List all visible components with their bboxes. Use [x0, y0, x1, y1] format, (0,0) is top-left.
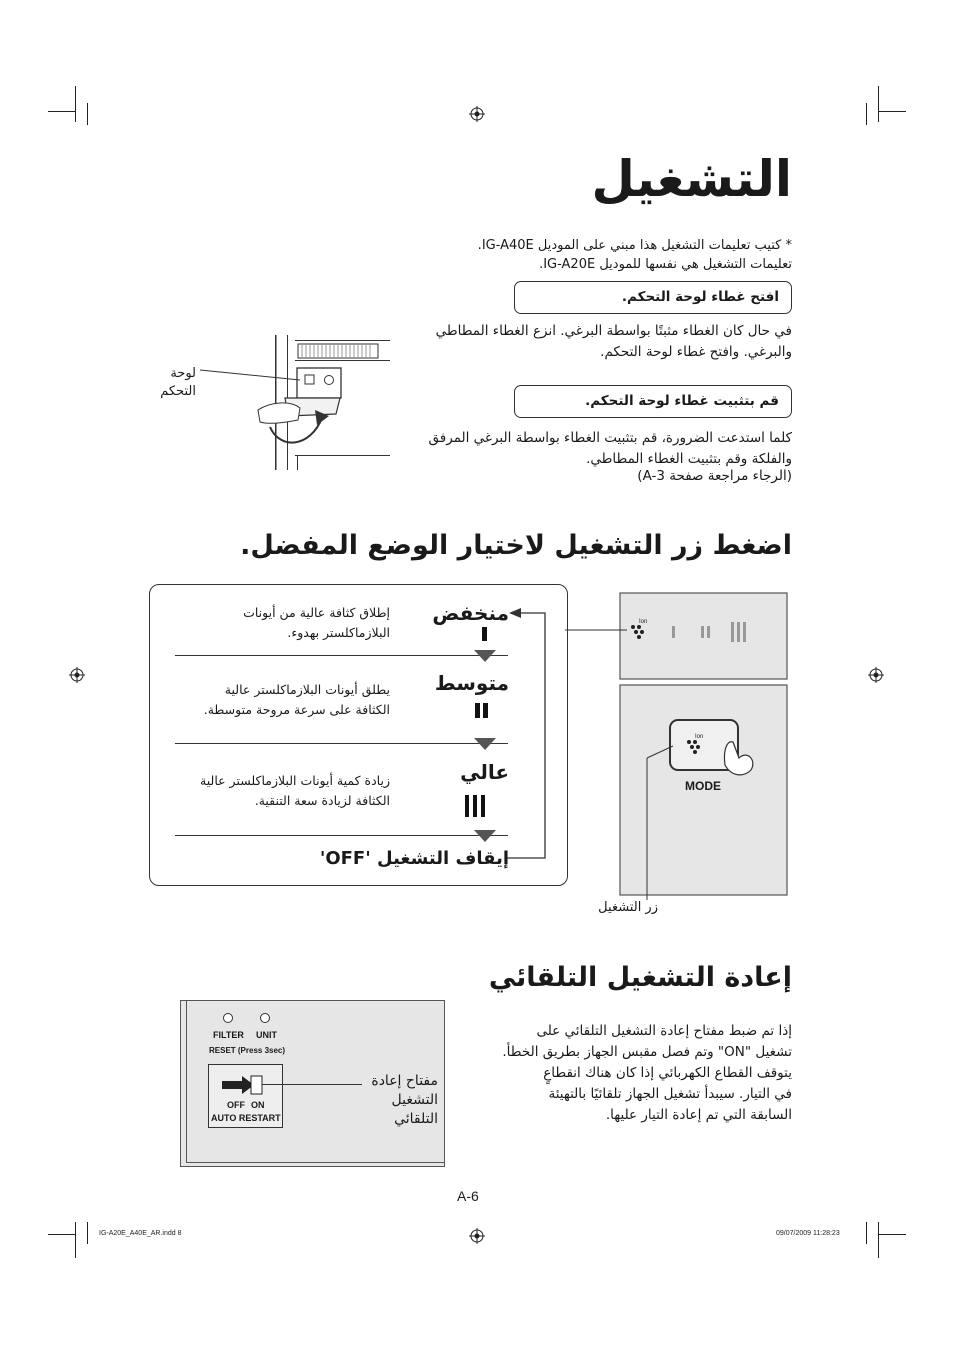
control-panel-label-1: لوحة — [170, 366, 196, 381]
crop-mark — [878, 1234, 906, 1235]
callout-line — [262, 1084, 362, 1085]
mode-divider — [175, 655, 508, 656]
mode-divider — [175, 743, 508, 744]
mode-medium-desc-2: الكثافة على سرعة مروحة متوسطة. — [203, 702, 390, 717]
arrow-down-icon — [474, 830, 496, 842]
unit-label: UNIT — [256, 1030, 277, 1040]
indicator-led-icon — [259, 1012, 271, 1024]
mode-low-desc-1: إطلاق كثافة عالية من أيونات — [243, 605, 390, 620]
level-3-bar-icon — [473, 795, 477, 817]
mode-high-desc-1: زيادة كمية أيونات البلازماكلستر عالية — [200, 773, 390, 788]
arrow-down-icon — [474, 738, 496, 750]
crop-mark — [87, 103, 88, 125]
arrow-down-icon — [474, 650, 496, 662]
mode-medium-title: متوسط — [434, 671, 509, 695]
level-3-bar-icon — [481, 795, 485, 817]
control-panel-illustration — [140, 330, 390, 480]
reset-label[interactable]: RESET (Press 3sec) — [209, 1046, 286, 1055]
mode-divider — [175, 835, 508, 836]
crop-mark — [878, 86, 879, 122]
mode-button[interactable]: MODE — [685, 779, 721, 793]
open-cover-text-1: في حال كان الغطاء مثبتًا بواسطة البرغي. انزع الغطاء المطاطي — [435, 323, 792, 339]
panel-inner-border — [186, 1000, 187, 1162]
auto-restart-text-1: إذا تم ضبط مفتاح إعادة التشغيل التلقائي على — [536, 1023, 792, 1039]
indicator-led-icon — [222, 1012, 234, 1024]
fix-cover-text-2: والفلكة وقم بتثبيت الغطاء المطاطي. — [586, 451, 792, 467]
control-panel-label-2: التحكم — [160, 384, 196, 399]
display-panel-illustration — [565, 590, 805, 920]
registration-mark-icon — [469, 1228, 485, 1244]
mode-high-title: عالي — [460, 760, 509, 784]
registration-mark-icon — [469, 106, 485, 122]
crop-mark — [866, 103, 867, 125]
cycle-arrow-icon — [505, 605, 555, 865]
mode-low-desc-2: البلازماكلستر بهدوء. — [287, 625, 390, 640]
filter-label: FILTER — [213, 1030, 244, 1040]
auto-restart-heading: إعادة التشغيل التلقائي — [488, 962, 792, 993]
fix-cover-text-1: كلما استدعت الضرورة، قم بتثبيت الغطاء بواسطة البرغي المرفق — [428, 430, 792, 446]
auto-restart-switch-label-3: التلقائي — [394, 1111, 438, 1127]
crop-mark — [878, 111, 906, 112]
footer-datetime: 09/07/2009 11:28:23 — [776, 1230, 840, 1237]
mode-low-title: منخفض — [432, 601, 509, 625]
crop-mark — [75, 86, 76, 122]
mode-high-desc-2: الكثافة لزيادة سعة التنقية. — [254, 793, 390, 808]
switch-arrow-icon[interactable] — [220, 1074, 265, 1096]
crop-mark — [48, 111, 76, 112]
mode-off-title: إيقاف التشغيل 'OFF' — [319, 848, 509, 869]
page-title: التشغيل — [591, 150, 792, 208]
mode-medium-desc-1: يطلق أيونات البلازماكلستر عالية — [224, 682, 390, 697]
fix-cover-text-3: (الرجاء مراجعة صفحة A-3) — [637, 468, 792, 484]
model-note-line1: * كتيب تعليمات التشغيل هذا مبني على الموديل IG-A40E. — [477, 238, 792, 253]
level-2-bar-icon — [475, 703, 480, 718]
auto-restart-text-2: تشغيل "ON" وتم فصل مقبس الجهاز بطريق الخطأ. — [502, 1044, 792, 1060]
model-note-line2: تعليمات التشغيل هي نفسها للموديل IG-A20E. — [539, 257, 792, 272]
switch-off-label: OFF — [227, 1100, 245, 1110]
panel-inner-border — [186, 1162, 445, 1163]
auto-restart-text-4: في التيار. سيبدأ تشغيل الجهاز تلقائيًا بالتهيئة — [548, 1086, 792, 1102]
auto-restart-switch-label-2: التشغيل — [391, 1092, 438, 1108]
mode-section-heading: اضغط زر التشغيل لاختيار الوضع المفضل. — [240, 530, 792, 561]
auto-restart-label: AUTO RESTART — [211, 1113, 281, 1123]
switch-on-label: ON — [251, 1100, 265, 1110]
open-cover-heading: افتح غطاء لوحة التحكم. — [514, 281, 792, 314]
auto-restart-text-3: يتوقف القطاع الكهربائي إذا كان هناك انقطاعٍ — [543, 1065, 792, 1081]
level-3-bar-icon — [465, 795, 469, 817]
crop-mark — [48, 1234, 76, 1235]
level-2-bar-icon — [483, 703, 488, 718]
open-cover-text-2: والبرغي. وافتح غطاء لوحة التحكم. — [600, 344, 792, 360]
auto-restart-text-5: السابقة التي تم إعادة التيار عليها. — [605, 1107, 792, 1123]
svg-text:Ion: Ion — [639, 619, 648, 625]
registration-mark-icon — [69, 667, 85, 683]
crop-mark — [87, 1222, 88, 1244]
level-1-bar-icon — [482, 627, 487, 641]
svg-text:Ion: Ion — [695, 734, 704, 740]
footer-filename: IG-A20E_A40E_AR.indd 8 — [99, 1230, 182, 1237]
crop-mark — [866, 1222, 867, 1244]
crop-mark — [878, 1222, 879, 1258]
fix-cover-heading: قم بتثبيت غطاء لوحة التحكم. — [514, 385, 792, 418]
page-number: A-6 — [457, 1188, 479, 1204]
operation-button-label: زر التشغيل — [598, 900, 658, 915]
crop-mark — [75, 1222, 76, 1258]
registration-mark-icon — [868, 667, 884, 683]
auto-restart-switch-label-1: مفتاح إعادة — [371, 1073, 438, 1089]
